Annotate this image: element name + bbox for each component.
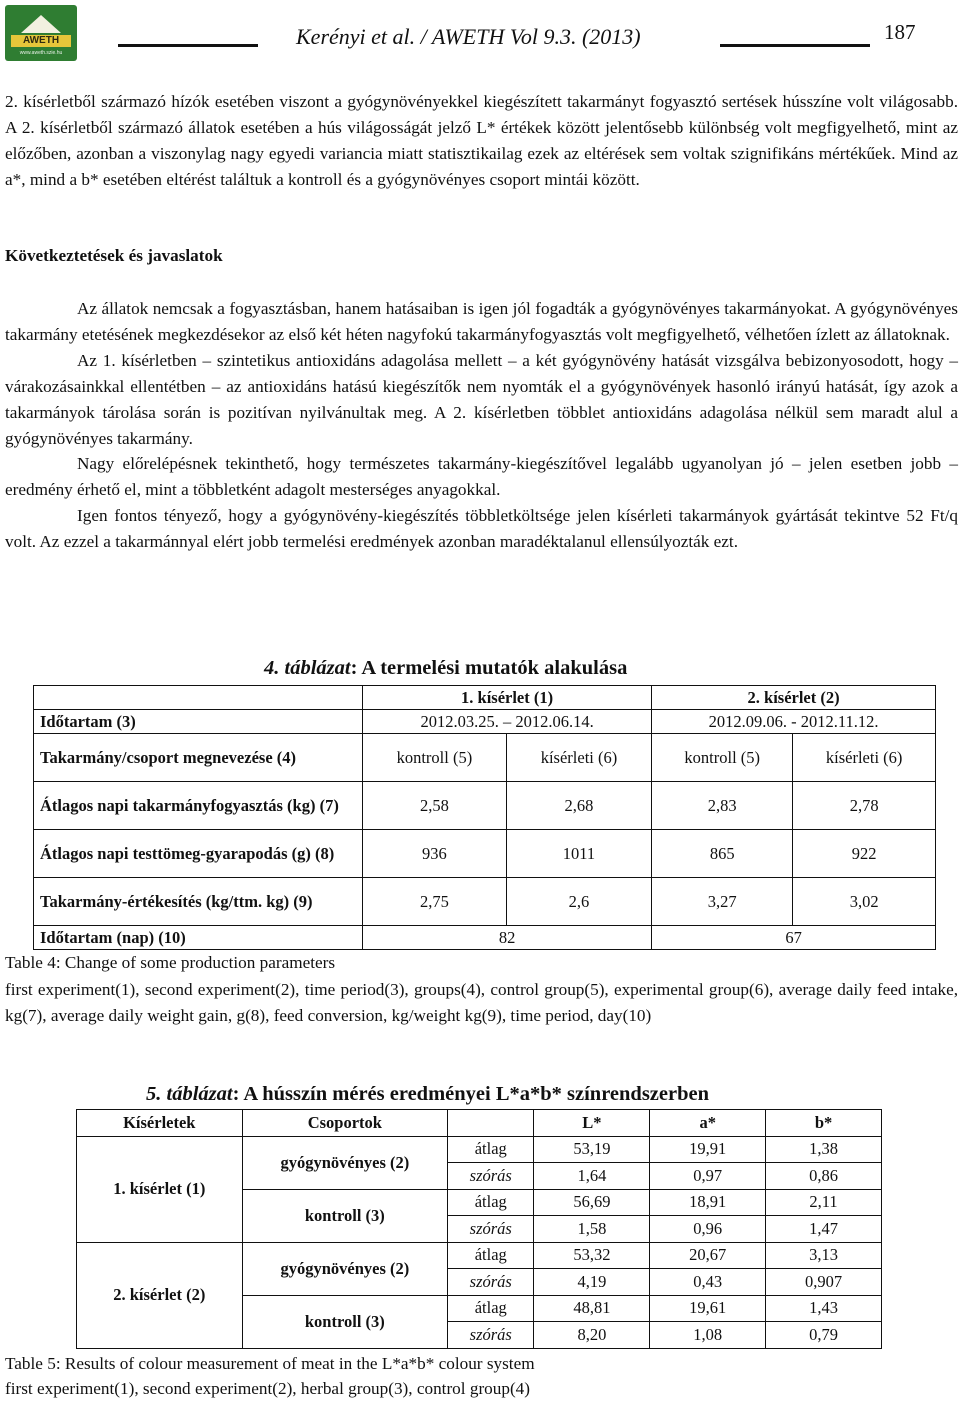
group-label: kontroll (3) xyxy=(242,1295,447,1348)
table-header: Csoportok xyxy=(242,1110,447,1137)
table-cell: 1,08 xyxy=(650,1322,766,1349)
table-cell: 1,43 xyxy=(766,1295,882,1322)
table-cell: 2,58 xyxy=(363,782,507,830)
stat-label: átlag xyxy=(448,1136,534,1163)
table-cell: kísérleti (6) xyxy=(793,734,936,782)
table-cell: 2,6 xyxy=(506,878,651,926)
table4-english-legend: first experiment(1), second experiment(2), time period(3), groups(4), control group(5), experimental group(6), average daily feed intake, kg(7), average daily weight gain, g(8), feed conversion, kg/weight kg(9), time period, day(10) xyxy=(5,980,958,1025)
header-rule-left xyxy=(118,44,258,47)
table-cell: 1,38 xyxy=(766,1136,882,1163)
table-row xyxy=(77,1242,882,1269)
table-cell: 56,69 xyxy=(534,1189,650,1216)
table-cell: 0,79 xyxy=(766,1322,882,1349)
logo-roof-shape xyxy=(21,15,61,33)
table5-caption xyxy=(146,1083,709,1106)
stat-label: átlag xyxy=(448,1242,534,1269)
table-row xyxy=(34,782,936,830)
experiment-label: 1. kísérlet (1) xyxy=(77,1136,243,1242)
table-row xyxy=(34,926,936,950)
table-row xyxy=(34,830,936,878)
table-header: b* xyxy=(766,1110,882,1137)
table-cell: 2,78 xyxy=(793,782,936,830)
stat-label: szórás xyxy=(448,1269,534,1296)
page-number: 187 xyxy=(884,20,916,44)
table-cell: 48,81 xyxy=(534,1295,650,1322)
table-cell: 2,83 xyxy=(652,782,793,830)
stat-label: szórás xyxy=(448,1163,534,1190)
section-heading: Következtetések és javaslatok xyxy=(5,246,223,265)
colour-table xyxy=(76,1109,882,1349)
table4-caption xyxy=(264,657,627,680)
table-header-exp1: 1. kísérlet (1) xyxy=(363,686,652,710)
table4-caption-text: : A termelési mutatók alakulása xyxy=(350,657,628,679)
table-cell: 19,91 xyxy=(650,1136,766,1163)
table-cell: 936 xyxy=(363,830,507,878)
table-cell: 922 xyxy=(793,830,936,878)
table-cell: 3,13 xyxy=(766,1242,882,1269)
table-cell: 18,91 xyxy=(650,1189,766,1216)
paragraph-1 xyxy=(5,89,958,193)
table-row xyxy=(34,710,936,734)
table-cell: 0,97 xyxy=(650,1163,766,1190)
table-cell: 4,19 xyxy=(534,1269,650,1296)
row-label: Időtartam (3) xyxy=(34,710,363,734)
table4-caption-number: 4. táblázat xyxy=(264,657,351,679)
table-cell: kontroll (5) xyxy=(652,734,793,782)
table-cell: 1,58 xyxy=(534,1216,650,1243)
table-cell: 0,43 xyxy=(650,1269,766,1296)
table-cell: 8,20 xyxy=(534,1322,650,1349)
paragraph-2-text: Az állatok nemcsak a fogyasztásban, hanem hatásaiban is igen jól fogadták a gyógynövényes takarmányokat. A gyógynövényes takarmány etetésének megkezdésekor az első két héten nagyfokú takarmányfogyasztás volt megfigyelhető, vélhetően ízlett az állatoknak. xyxy=(5,299,958,344)
table-cell: 3,27 xyxy=(652,878,793,926)
production-table xyxy=(33,685,936,950)
table4-english-caption: Table 4: Change of some production parameters xyxy=(5,953,336,972)
running-title: Kerényi et al. / AWETH Vol 9.3. (2013) xyxy=(296,24,641,49)
logo-text: AWETH xyxy=(22,35,60,46)
table-header: Kísérletek xyxy=(77,1110,243,1137)
table-cell: 20,67 xyxy=(650,1242,766,1269)
row-label: Időtartam (nap) (10) xyxy=(34,926,363,950)
table-cell: 865 xyxy=(652,830,793,878)
table-cell: 1,47 xyxy=(766,1216,882,1243)
table5-english-caption: Table 5: Results of colour measurement of meat in the L*a*b* colour system xyxy=(5,1354,535,1373)
table-cell: 0,96 xyxy=(650,1216,766,1243)
paragraph-2 xyxy=(5,296,958,555)
paragraph-3-text: Az 1. kísérletben – szintetikus antioxidáns adagolása mellett – a két gyógynövény hatását vizsgálva bebizonyosodott, hogy – várakozásainkkal ellentétben – az antioxidáns hatású kiegészítők nem nyomták el a gyógynövények hasonló irányú hatását, így azok a takarmányok tárolása során is pozitívan nyilvánultak meg. A 2. kísérletben többlet antioxidáns adagolása nélkül sem maradt alul a gyógynövényes takarmány. xyxy=(5,350,958,448)
paragraph-5-text: Igen fontos tényező, hogy a gyógynövény-kiegészítés többletköltsége jelen kísérleti takarmányok gyártását tekintve 52 Ft/q volt. Az ezzel a takarmánnyal elért jobb termelési eredmények azonban maradéktalanul ellensúlyozták ezt. xyxy=(5,506,958,552)
group-label: gyógynövényes (2) xyxy=(242,1136,447,1189)
table-header-empty xyxy=(448,1110,534,1137)
table-cell: 1011 xyxy=(506,830,651,878)
table-cell: 0,907 xyxy=(766,1269,882,1296)
experiment-label: 2. kísérlet (2) xyxy=(77,1242,243,1348)
journal-logo xyxy=(5,5,77,61)
table-cell: 2,68 xyxy=(506,782,651,830)
logo-url: www.aweth.szie.hu xyxy=(19,50,63,56)
table-cell: 3,02 xyxy=(793,878,936,926)
stat-label: szórás xyxy=(448,1216,534,1243)
stat-label: szórás xyxy=(448,1322,534,1349)
table-cell: 1,64 xyxy=(534,1163,650,1190)
table-cell: 53,32 xyxy=(534,1242,650,1269)
table-cell: 2012.03.25. – 2012.06.14. xyxy=(363,710,652,734)
table-cell: 53,19 xyxy=(534,1136,650,1163)
row-label: Takarmány-értékesítés (kg/ttm. kg) (9) xyxy=(34,878,363,926)
table-cell: 2012.09.06. - 2012.11.12. xyxy=(652,710,936,734)
table-row xyxy=(34,686,936,710)
group-label: gyógynövényes (2) xyxy=(242,1242,447,1295)
table5-caption-number: 5. táblázat xyxy=(146,1083,233,1105)
table-row xyxy=(34,878,936,926)
table-cell: 2,75 xyxy=(363,878,507,926)
paragraph-4-text: Nagy előrelépésnek tekinthető, hogy természetes takarmány-kiegészítővel legalább ugyanolyan jó – jelen esetben jobb – eredmény érhető el, mint a többletként adagolt mesterséges anyagokkal. xyxy=(5,454,958,500)
table-row xyxy=(34,734,936,782)
table-header-exp2: 2. kísérlet (2) xyxy=(652,686,936,710)
table-header: a* xyxy=(650,1110,766,1137)
row-label: Takarmány/csoport megnevezése (4) xyxy=(34,734,363,782)
paragraph-1-text: 2. kísérletből származó hízók esetében viszont a gyógynövényekkel kiegészített takarmányt fogyasztó sertések hússzíne volt világosabb. A 2. kísérletből származó állatok esetében a hús világosságát jelző L* értékek között jelentősebb különbség volt megfigyelhető, mint az előzőben, azonban a viszonylag nagy egyedi variancia miatt statisztikailag ezek az eltérések sem voltak szignifikáns mértékűek. Mind az a*, mind a b* esetében eltérést találtuk a kontroll és a gyógynövényes csoport mintái között. xyxy=(5,92,958,189)
table-header: L* xyxy=(534,1110,650,1137)
header-rule-right xyxy=(720,44,870,47)
stat-label: átlag xyxy=(448,1189,534,1216)
table-cell: 82 xyxy=(363,926,652,950)
table-cell: 19,61 xyxy=(650,1295,766,1322)
table-cell: 0,86 xyxy=(766,1163,882,1190)
table-cell: 2,11 xyxy=(766,1189,882,1216)
row-label: Átlagos napi takarmányfogyasztás (kg) (7) xyxy=(34,782,363,830)
table-cell-empty xyxy=(34,686,363,710)
table-row xyxy=(77,1136,882,1163)
row-label: Átlagos napi testtömeg-gyarapodás (g) (8) xyxy=(34,830,363,878)
table5-english-legend: first experiment(1), second experiment(2), herbal group(3), control group(4) xyxy=(5,1379,530,1398)
table5-caption-text: : A hússzín mérés eredményei L*a*b* színrendszerben xyxy=(232,1083,710,1105)
stat-label: átlag xyxy=(448,1295,534,1322)
table-cell: kísérleti (6) xyxy=(506,734,651,782)
table-row xyxy=(77,1110,882,1137)
group-label: kontroll (3) xyxy=(242,1189,447,1242)
table-cell: 67 xyxy=(652,926,936,950)
table-cell: kontroll (5) xyxy=(363,734,507,782)
